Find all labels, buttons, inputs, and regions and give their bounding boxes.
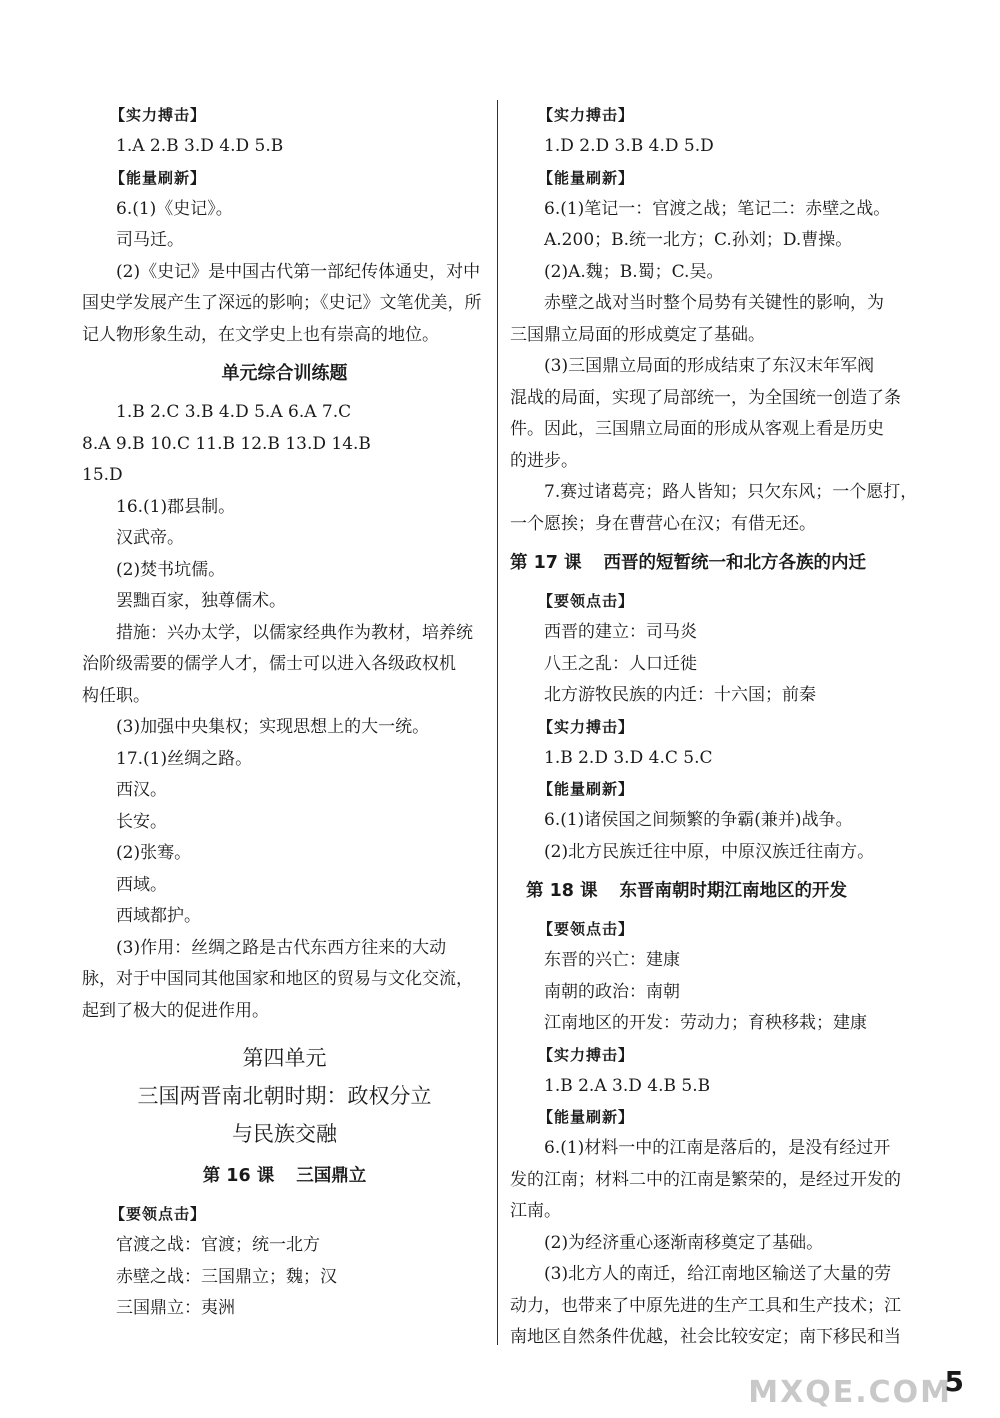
right-column — [510, 100, 920, 1354]
answer-line: 6.(1)《史记》。 — [116, 198, 233, 219]
lesson-16-title — [82, 1153, 487, 1199]
answer-line: 6.(1)笔记一：官渡之战；笔记二：赤壁之战。 — [544, 198, 891, 219]
answer-line: 治阶级需要的儒学人才，儒士可以进入各级政权机 — [82, 654, 456, 674]
answer-line: 西域都护。 — [116, 906, 201, 926]
answer-line: 1.A 2.B 3.D 4.D 5.B — [116, 136, 284, 156]
answer-line: 脉，对于中国同其他国家和地区的贸易与文化交流， — [82, 969, 473, 989]
section-header: 【实力搏击】 — [538, 1045, 635, 1064]
answer-line: 6.(1)材料一中的江南是落后的，是没有经过开 — [544, 1138, 891, 1158]
lesson-18-title — [510, 868, 920, 914]
key-point-line: 官渡之战：官渡；统一北方 — [116, 1235, 320, 1255]
answer-line: (2)张骞。 — [116, 843, 192, 863]
section-header: 【实力搏击】 — [538, 106, 635, 124]
unit-four-title: 三国两晋南北朝时期：政权分立 — [137, 1084, 432, 1108]
answer-line: 16.(1)郡县制。 — [116, 496, 236, 517]
answer-line: 措施：兴办太学，以儒家经典作为教材，培养统 — [116, 622, 473, 643]
key-point-line: 北方游牧民族的内迁：十六国；前秦 — [544, 685, 816, 705]
section-header: 【能量刷新】 — [538, 780, 635, 798]
lesson-name: 三国鼎立 — [296, 1166, 367, 1186]
unit-four-label: 第四单元 — [242, 1046, 327, 1070]
answer-line: 动力，也带来了中原先进的生产工具和生产技术；江 — [510, 1295, 901, 1316]
answer-line: 的进步。 — [510, 450, 578, 471]
answer-line: (3)作用：丝绸之路是古代东西方往来的大动 — [116, 937, 447, 958]
watermark: MXQE.COM — [748, 1375, 952, 1410]
section-header: 【能量刷新】 — [538, 168, 635, 187]
section-header: 【实力搏击】 — [538, 717, 635, 736]
answer-line: 6.(1)诸侯国之间频繁的争霸(兼并)战争。 — [544, 810, 853, 830]
answer-line: 记人物形象生动，在文学史上也有崇高的地位。 — [82, 324, 439, 345]
answer-line: 1.D 2.D 3.B 4.D 5.D — [544, 136, 714, 156]
key-point-line: 八王之乱：人口迁徙 — [544, 653, 697, 674]
answer-line: 司马迁。 — [116, 230, 184, 250]
answer-line: 构任职。 — [82, 685, 150, 706]
answer-line: 1.B 2.D 3.D 4.C 5.C — [544, 747, 713, 768]
answer-line: (2)A.魏；B.蜀；C.吴。 — [544, 261, 724, 282]
answer-line: (3)加强中央集权；实现思想上的大一统。 — [116, 717, 430, 737]
section-header: 【要领点击】 — [538, 592, 635, 610]
answer-line: 一个愿挨；身在曹营心在汉；有借无还。 — [510, 513, 816, 534]
answer-line: 罢黜百家，独尊儒术。 — [116, 591, 286, 611]
lesson-17-title — [510, 540, 920, 586]
answer-line: (2)《史记》是中国古代第一部纪传体通史，对中 — [116, 261, 481, 282]
answer-line: 7.赛过诸葛亮；路人皆知；只欠东风；一个愿打， — [544, 482, 918, 502]
answer-line: 汉武帝。 — [116, 528, 184, 548]
answer-line: 17.(1)丝绸之路。 — [116, 748, 253, 769]
key-point-line: 西晋的建立：司马炎 — [544, 622, 697, 642]
answer-line: 西域。 — [116, 874, 167, 895]
key-point-line: 江南地区的开发：劳动力；育秧移栽；建康 — [544, 1013, 867, 1033]
answer-line: (3)北方人的南迁，给江南地区输送了大量的劳 — [544, 1264, 892, 1284]
unit-exercise-title: 单元综合训练题 — [221, 363, 348, 384]
answer-line: (2)北方民族迁往中原，中原汉族迁往南方。 — [544, 841, 875, 862]
unit-four-title-cont: 与民族交融 — [232, 1122, 337, 1146]
page-number: 5 — [944, 1365, 964, 1398]
lesson-number: 第 16 课 — [202, 1166, 275, 1186]
answer-line: 南地区自然条件优越，社会比较安定；南下移民和当 — [510, 1327, 901, 1347]
section-header: 【实力搏击】 — [110, 106, 207, 124]
lesson-number: 第 17 课 — [510, 553, 582, 573]
answer-line: 三国鼎立局面的形成奠定了基础。 — [510, 324, 765, 345]
lesson-number: 第 18 课 — [526, 881, 598, 901]
answer-line: (3)三国鼎立局面的形成结束了东汉末年军阀 — [544, 356, 875, 376]
answer-line: 西汉。 — [116, 780, 167, 800]
answer-line: (2)焚书坑儒。 — [116, 559, 226, 580]
answer-line: 混战的局面，实现了局部统一，为全国统一创造了条 — [510, 387, 901, 408]
column-divider — [497, 100, 498, 1345]
section-header: 【能量刷新】 — [110, 168, 207, 187]
key-point-line: 三国鼎立：夷洲 — [116, 1298, 235, 1318]
key-point-line: 南朝的政治：南朝 — [544, 981, 680, 1002]
answer-line: 件。因此，三国鼎立局面的形成从客观上看是历史 — [510, 419, 884, 439]
answer-line: 赤壁之战对当时整个局势有关键性的影响，为 — [544, 293, 884, 313]
answer-line: 长安。 — [116, 811, 167, 832]
answer-line: 1.B 2.A 3.D 4.B 5.B — [544, 1075, 711, 1096]
answer-line: 1.B 2.C 3.B 4.D 5.A 6.A 7.C — [116, 402, 352, 422]
section-header: 【能量刷新】 — [538, 1108, 635, 1126]
answer-line: (2)为经济重心逐渐南移奠定了基础。 — [544, 1232, 824, 1253]
section-header: 【要领点击】 — [538, 920, 635, 938]
answer-line: 15.D — [82, 465, 123, 485]
lesson-name: 东晋南朝时期江南地区的开发 — [619, 881, 848, 901]
key-point-line: 东晋的兴亡：建康 — [544, 950, 680, 970]
answer-line: 起到了极大的促进作用。 — [82, 1000, 269, 1021]
key-point-line: 赤壁之战：三国鼎立；魏；汉 — [116, 1266, 337, 1287]
section-header: 【要领点击】 — [110, 1205, 207, 1223]
answer-line: 发的江南；材料二中的江南是繁荣的，是经过开发的 — [510, 1169, 901, 1190]
lesson-name: 西晋的短暂统一和北方各族的内迁 — [603, 553, 867, 573]
answer-line: 江南。 — [510, 1201, 561, 1221]
left-column — [82, 100, 487, 1325]
answer-line: 8.A 9.B 10.C 11.B 12.B 13.D 14.B — [82, 433, 371, 454]
answer-line: A.200；B.统一北方；C.孙刘；D.曹操。 — [544, 230, 853, 250]
answer-line: 国史学发展产生了深远的影响；《史记》文笔优美，所 — [82, 293, 482, 313]
